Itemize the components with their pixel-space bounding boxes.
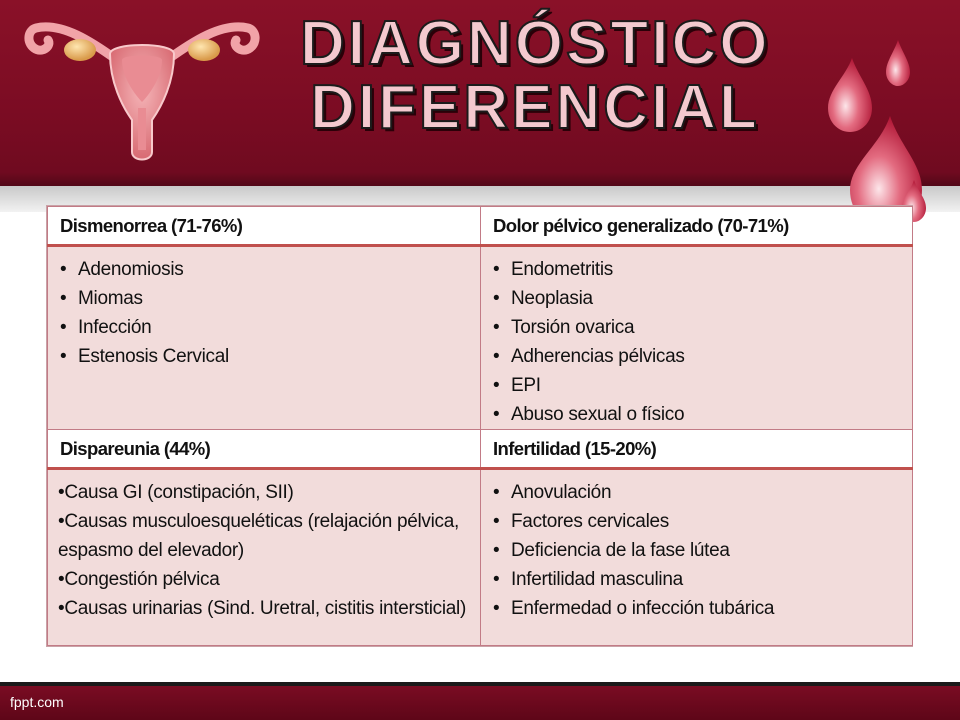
list-item: • Causas musculoesqueléticas (relajación pélvica, espasmo del elevador) [58, 507, 470, 565]
cell-dispareunia-causes [48, 469, 481, 646]
list-item: • Enfermedad o infección tubárica [493, 594, 912, 623]
header-dismenorrea: Dismenorrea (71-76%) [48, 207, 481, 246]
title-line-1: DIAGNÓSTICO [300, 9, 771, 78]
title-line-2: DIFERENCIAL [310, 73, 760, 142]
slide-footer [0, 686, 960, 720]
list-item: • Torsión ovarica [493, 313, 912, 342]
header-dispareunia: Dispareunia (44%) [48, 430, 481, 469]
header-dolor-pelvico: Dolor pélvico generalizado (70-71%) [481, 207, 913, 246]
list-item: • EPI [493, 371, 912, 400]
list-item: • Congestión pélvica [58, 565, 470, 594]
list-item: • Deficiencia de la fase lútea [493, 536, 912, 565]
footer-brand-text: fppt.com [10, 694, 64, 710]
list-item: • Miomas [60, 284, 480, 313]
list-item: • Causas urinarias (Sind. Uretral, cistitis intersticial) [58, 594, 470, 623]
list-item: • Endometritis [493, 255, 912, 284]
list-item: • Causa GI (constipación, SII) [58, 478, 470, 507]
cell-infertilidad-causes [481, 469, 913, 646]
list-item: • Infección [60, 313, 480, 342]
list-item: • Estenosis Cervical [60, 342, 480, 371]
differential-diagnosis-table [46, 205, 913, 647]
list-item: • Anovulación [493, 478, 912, 507]
cell-dolor-pelvico-causes [481, 246, 913, 430]
list-item: • Infertilidad masculina [493, 565, 912, 594]
list-item: • Neoplasia [493, 284, 912, 313]
list-item: • Abuso sexual o físico [493, 400, 912, 429]
list-item: • Adenomiosis [60, 255, 480, 284]
uterus-icon [22, 2, 262, 178]
slide-title [300, 9, 771, 142]
list-item: • Adherencias pélvicas [493, 342, 912, 371]
header-infertilidad: Infertilidad (15-20%) [481, 430, 913, 469]
cell-dismenorrea-causes [48, 246, 481, 430]
list-item: • Factores cervicales [493, 507, 912, 536]
